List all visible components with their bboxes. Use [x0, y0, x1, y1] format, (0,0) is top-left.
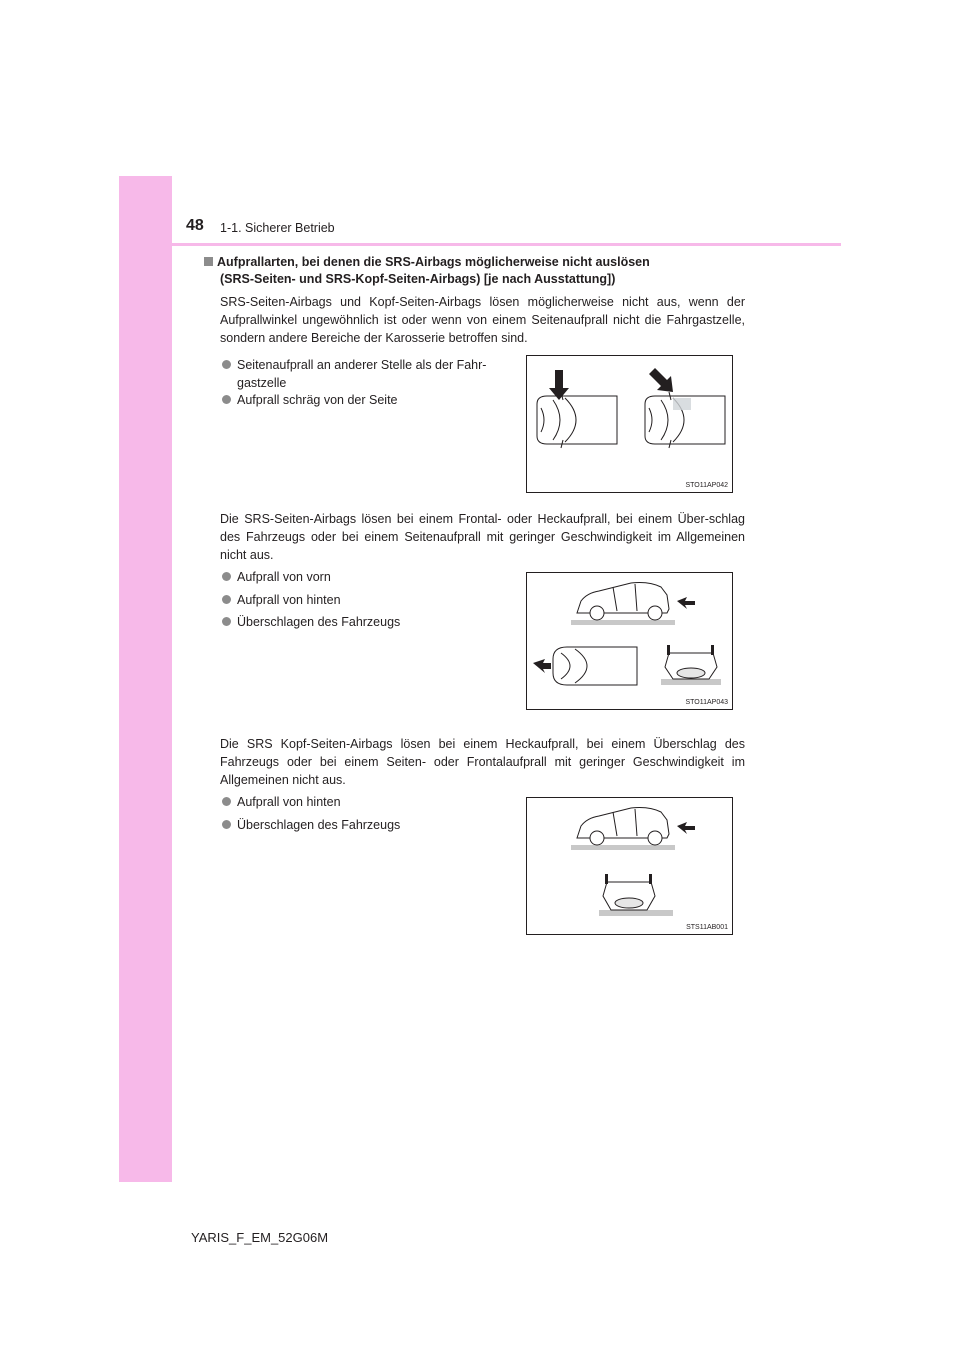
figure-code: STS11AB001 — [686, 924, 728, 931]
figure-code: STO11AP042 — [685, 482, 728, 489]
bullet-icon — [222, 617, 231, 626]
bullet-icon — [222, 572, 231, 581]
subsection-heading — [204, 254, 744, 288]
list-item: Aufprall schräg von der Seite — [222, 391, 512, 409]
car-impact-illustration — [527, 798, 732, 934]
car-impact-illustration — [527, 573, 732, 709]
figure-rear-rollover — [526, 797, 733, 935]
document-code: YARIS_F_EM_52G06M — [191, 1230, 329, 1245]
paragraph-3: Die SRS Kopf-Seiten-Airbags lösen bei einem Heckaufprall, bei einem Überschlag des Fahrzeugs oder bei einem Seiten- oder Frontalaufprall mit geringer Geschwindigkeit im Allgemeinen nicht aus. — [220, 737, 745, 787]
list-item: Aufprall von hinten — [222, 591, 512, 609]
figure-front-rear-rollover — [526, 572, 733, 710]
bullet-icon — [222, 820, 231, 829]
car-top-view-illustration — [527, 356, 732, 492]
figure-code: STO11AP043 — [685, 699, 728, 706]
header-rule — [119, 243, 841, 246]
heading-line-2: (SRS-Seiten- und SRS-Kopf-Seiten-Airbags) [je nach Ausstattung]) — [220, 272, 616, 286]
bullet-icon — [222, 797, 231, 806]
bullet-icon — [222, 395, 231, 404]
bullet-icon — [222, 360, 231, 369]
square-bullet-icon — [204, 257, 213, 266]
list-item: Überschlagen des Fahrzeugs — [222, 613, 512, 631]
paragraph-1: SRS-Seiten-Airbags und Kopf-Seiten-Airbags lösen möglicherweise nicht aus, wenn der Aufprallwinkel ungewöhnlich ist oder wenn von einem Seitenaufprall nicht die Fahrgastzelle, sondern andere Bereiche der Karosserie betroffen sind. — [220, 295, 745, 345]
list-item: Seitenaufprall an anderer Stelle als der Fahr- gastzelle — [222, 356, 512, 392]
list-item: Überschlagen des Fahrzeugs — [222, 816, 512, 834]
section-title: 1-1. Sicherer Betrieb — [220, 221, 335, 235]
figure-side-impact — [526, 355, 733, 493]
heading-line-1: Aufprallarten, bei denen die SRS-Airbags möglicherweise nicht auslösen — [217, 255, 650, 269]
list-item: Aufprall von vorn — [222, 568, 512, 586]
bullet-icon — [222, 595, 231, 604]
list-item: Aufprall von hinten — [222, 793, 512, 811]
chapter-sidebar-tab — [119, 176, 172, 1182]
paragraph-2: Die SRS-Seiten-Airbags lösen bei einem Frontal- oder Heckaufprall, bei einem Über-schlag des Fahrzeugs oder bei einem Seitenaufprall mit geringer Geschwindigkeit im Allgemeinen nicht aus. — [220, 512, 745, 562]
page-number: 48 — [186, 217, 204, 234]
